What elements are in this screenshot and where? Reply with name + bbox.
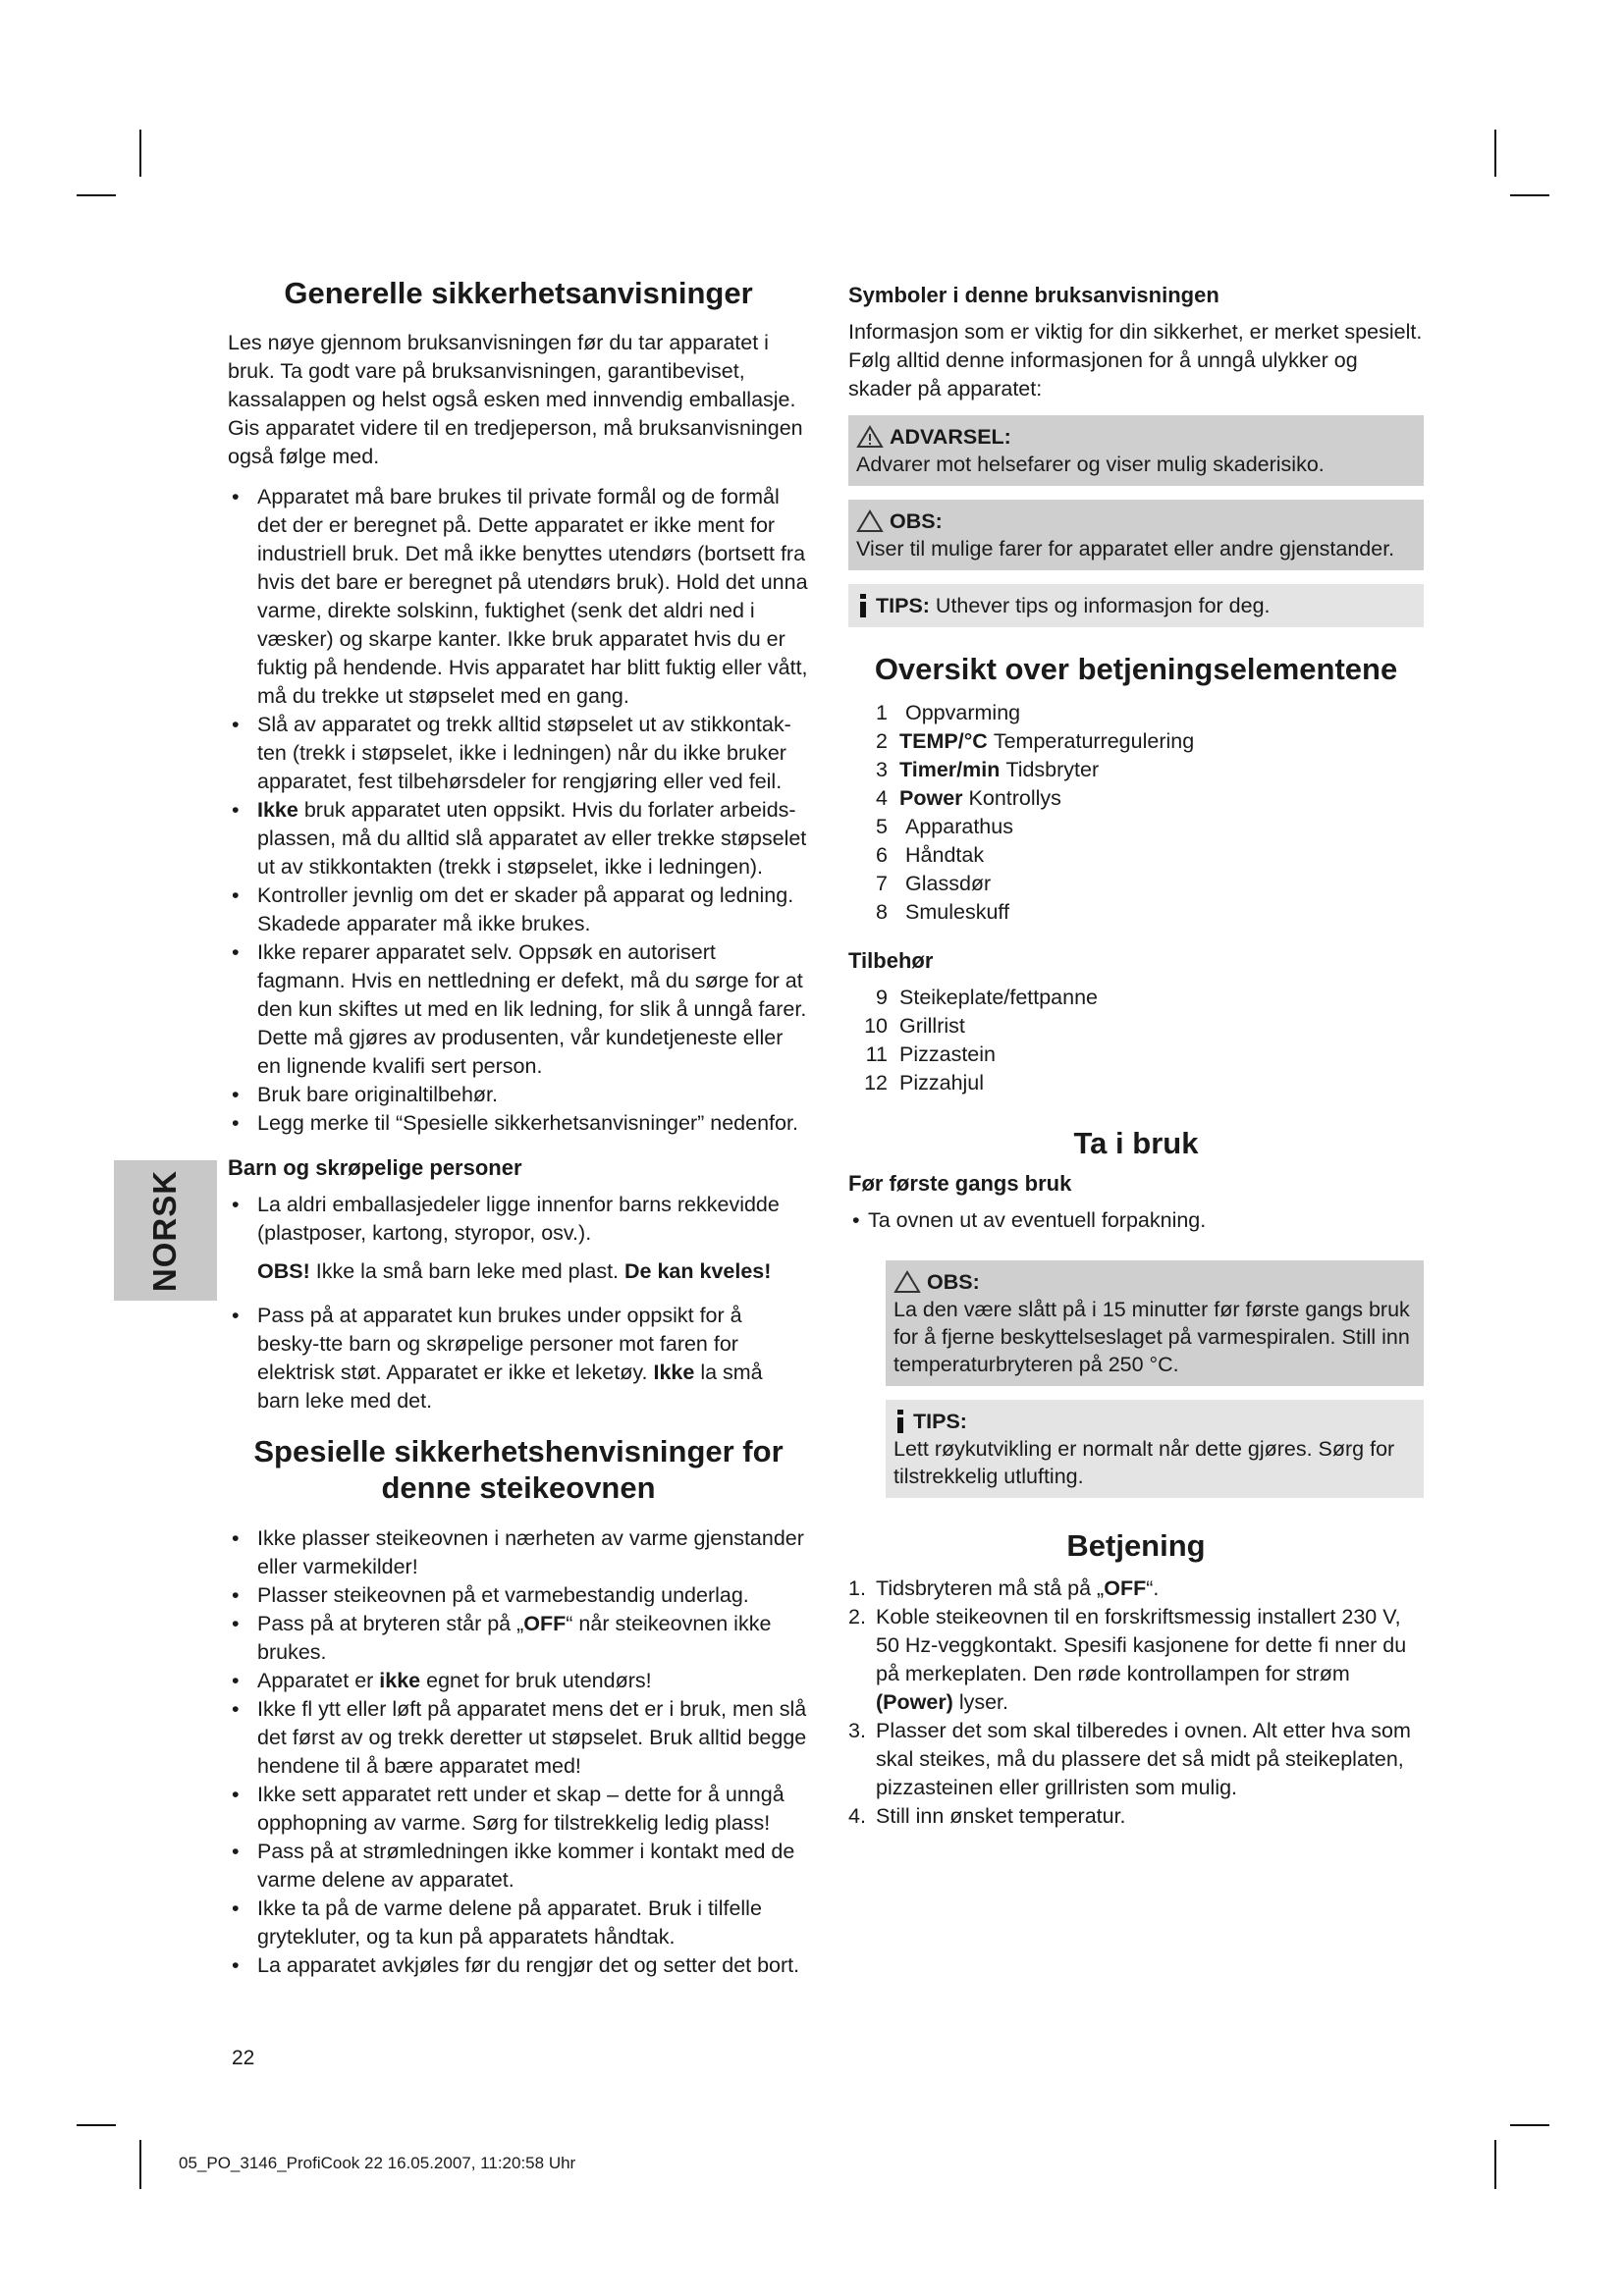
general-safety-intro: Les nøye gjennom bruksanvisningen før du tar apparatet i bruk. Ta godt vare på bruksanvisningen, garantibeviset, kassalappen og helst også esken med innvendig emballasje. Gis apparatet videre til en tredjeperson, må bruksanvisningen også følge med. bbox=[228, 331, 803, 469]
operation-steps bbox=[848, 1575, 1424, 1831]
list-item: • Ikke plasser steikeovnen i nærheten av varme gjenstander eller varmekilder! bbox=[228, 1524, 809, 1581]
first-tips-text: Lett røykutvikling er normalt når dette gjøres. Sørg for tilstrekkelig utlufting. bbox=[893, 1437, 1395, 1489]
obs-box bbox=[848, 500, 1424, 570]
caution-icon bbox=[856, 509, 884, 533]
special-safety-list bbox=[228, 1524, 809, 1980]
list-item: 7 Glassdør bbox=[876, 872, 992, 896]
warning-icon bbox=[856, 425, 884, 449]
info-icon bbox=[856, 593, 870, 618]
special-safety-title: Spesielle sikkerhetshenvisninger for denne steikeovnen bbox=[253, 1434, 784, 1506]
list-item: • Plasser steikeovnen på et varmebestandig underlag. bbox=[228, 1581, 809, 1610]
list-item: • Apparatet er ikke egnet for bruk utendørs! bbox=[228, 1667, 809, 1695]
list-item: • La aldri emballasjedeler ligge innenfor barns rekkevidde (plastposer, kartong, styropor, osv.). bbox=[228, 1191, 809, 1248]
crop-mark bbox=[77, 194, 116, 196]
crop-mark bbox=[139, 2140, 141, 2189]
general-safety-title: Generelle sikkerhetsanvisninger bbox=[284, 276, 753, 310]
list-item: • Slå av apparatet og trekk alltid støpselet ut av stikkontak-ten (trekk i støpselet, ikke i ledningen) når du ikke bruker apparatet, fest tilbehørsdeler for rengjøring eller ved feil. bbox=[228, 711, 809, 796]
list-item: 4 Power Kontrollys bbox=[876, 786, 1061, 811]
language-tab-label: NORSK bbox=[146, 1169, 184, 1292]
crop-mark bbox=[77, 2124, 116, 2126]
children-list bbox=[228, 1191, 809, 1248]
crop-mark bbox=[139, 130, 141, 177]
list-item: • Pass på at apparatet kun brukes under oppsikt for å besky-tte barn og skrøpelige personer mot faren for elektrisk støt. Apparatet er ikke et leketøy. Ikke la små barn leke med det. bbox=[228, 1302, 809, 1415]
crop-mark bbox=[1494, 130, 1496, 177]
page-number: 22 bbox=[232, 2047, 255, 2069]
symbols-intro: Informasjon som er viktig for din sikkerhet, er merket spesielt. Følg alltid denne informasjonen for å unngå ulykker og skader på apparatet: bbox=[848, 320, 1423, 400]
list-item: • Ikke ta på de varme delene på apparatet. Bruk i tilfelle grytekluter, og ta kun på apparatets håndtak. bbox=[228, 1895, 809, 1951]
first-tips-box bbox=[886, 1400, 1424, 1498]
list-item: • Ikke sett apparatet rett under et skap – dette for å unngå opphopning av varme. Sørg for tilstrekkelig ledig plass! bbox=[228, 1781, 809, 1838]
list-item: 3. Plasser det som skal tilberedes i ovnen. Alt etter hva som skal steikes, må du plassere det så midt på steikeplaten, pizzasteinen eller grillristen som mulig. bbox=[848, 1718, 1411, 1799]
first-obs-text: La den være slått på i 15 minutter før første gangs bruk for å fjerne beskyttelseslaget på varmespiralen. Still inn temperaturbryteren på 250 °C. bbox=[893, 1298, 1410, 1377]
crop-mark bbox=[1494, 2140, 1496, 2189]
list-item: • La apparatet avkjøles før du rengjør det og setter det bort. bbox=[228, 1951, 809, 1980]
list-item: 11 Pizzastein bbox=[865, 1042, 996, 1067]
start-title: Ta i bruk bbox=[1073, 1126, 1199, 1161]
caution-icon bbox=[893, 1270, 921, 1294]
list-item: 8 Smuleskuff bbox=[876, 900, 1009, 925]
warning-box bbox=[848, 415, 1424, 486]
print-footer: 05_PO_3146_ProfiCook 22 16.05.2007, 11:20:58 Uhr bbox=[179, 2154, 576, 2172]
obs-label: OBS: bbox=[890, 509, 943, 533]
list-item: 4. Still inn ønsket temperatur. bbox=[848, 1803, 1126, 1828]
info-icon bbox=[893, 1409, 907, 1434]
operation-title: Betjening bbox=[1066, 1528, 1206, 1564]
language-tab bbox=[114, 1160, 217, 1301]
list-item: 3 Timer/min Tidsbryter bbox=[876, 758, 1100, 782]
list-item: • Kontroller jevnlig om det er skader på apparat og ledning. Skadede apparater må ikke brukes. bbox=[228, 881, 809, 938]
first-use-title: Før første gangs bruk bbox=[848, 1171, 1072, 1197]
list-item: • Ikke bruk apparatet uten oppsikt. Hvis du forlater arbeids-plassen, må du alltid slå apparatet av eller trekke støpselet ut av stikkontakten (trekk i støpselet, ikke i ledningen). bbox=[228, 796, 809, 881]
left-column bbox=[228, 275, 809, 1998]
list-item: 2 TEMP/°C Temperaturregulering bbox=[876, 729, 1195, 754]
first-obs-label: OBS: bbox=[927, 1270, 980, 1295]
list-item: • Ta ovnen ut av eventuell forpakning. bbox=[848, 1206, 1424, 1235]
list-item: 12 Pizzahjul bbox=[864, 1071, 985, 1095]
tips-box bbox=[848, 584, 1424, 627]
list-item: 1 Oppvarming bbox=[876, 701, 1021, 725]
right-column bbox=[848, 275, 1424, 1848]
accessories-title: Tilbehør bbox=[848, 948, 934, 974]
list-item: • Bruk bare originaltilbehør. bbox=[228, 1081, 809, 1109]
crop-mark bbox=[1510, 194, 1549, 196]
obs-text: Viser til mulige farer for apparatet eller andre gjenstander. bbox=[856, 537, 1395, 561]
list-item: 5 Apparathus bbox=[876, 815, 1013, 839]
list-item: 6 Håndtak bbox=[876, 843, 985, 868]
accessories-list bbox=[848, 984, 1424, 1097]
overview-title: Oversikt over betjeningselementene bbox=[874, 652, 1398, 686]
warning-label: ADVARSEL: bbox=[890, 425, 1011, 449]
list-item: • Legg merke til “Spesielle sikkerhetsanvisninger” nedenfor. bbox=[228, 1109, 809, 1138]
list-item: • Pass på at strømledningen ikke kommer i kontakt med de varme delene av apparatet. bbox=[228, 1838, 809, 1895]
tips-label: TIPS: bbox=[876, 594, 930, 617]
first-use-list bbox=[848, 1206, 1424, 1235]
controls-list bbox=[848, 699, 1424, 927]
general-safety-list bbox=[228, 483, 809, 1138]
warning-text: Advarer mot helsefarer og viser mulig skaderisiko. bbox=[856, 453, 1325, 476]
tips-text: Uthever tips og informasjon for deg. bbox=[929, 594, 1271, 617]
list-item: 9 Steikeplate/fettpanne bbox=[876, 986, 1099, 1010]
list-item: 2. Koble steikeovnen til en forskriftsmessig installert 230 V, 50 Hz-veggkontakt. Spesifi kasjonene for dette fi nner du på merkeplaten. Den røde kontrollampen for strøm (Power) lyser. bbox=[848, 1604, 1407, 1714]
crop-mark bbox=[1510, 2124, 1549, 2126]
first-obs-box bbox=[886, 1260, 1424, 1386]
children-obs-note: OBS! Ikke la små barn leke med plast. De kan kveles! bbox=[257, 1259, 772, 1284]
children-section-title: Barn og skrøpelige personer bbox=[228, 1155, 522, 1181]
children-list-2 bbox=[228, 1302, 809, 1415]
list-item: • Ikke fl ytt eller løft på apparatet mens det er i bruk, men slå det først av og trekk deretter ut støpselet. Bruk alltid begge hendene til å bære apparatet med! bbox=[228, 1695, 809, 1781]
list-item: 10 Grillrist bbox=[864, 1014, 965, 1039]
list-item: 1. Tidsbryteren må stå på „OFF“. bbox=[848, 1575, 1160, 1600]
list-item: • Apparatet må bare brukes til private formål og de formål det der er beregnet på. Dette apparatet er ikke ment for industriell bruk. Det må ikke benyttes utendørs (bortsett fra hvis det bare er beregnet på utendørs bruk). Hold det unna varme, direkte solskinn, fuktighet (senk det aldri ned i væsker) og skarpe kanter. Ikke bruk apparatet hvis du er fuktig på hendende. Hvis apparatet har blitt fuktig eller vått, må du trekke ut støpselet med en gang. bbox=[228, 483, 809, 711]
first-tips-label: TIPS: bbox=[913, 1410, 967, 1434]
symbols-title: Symboler i denne bruksanvisningen bbox=[848, 283, 1219, 307]
list-item: • Ikke reparer apparatet selv. Oppsøk en autorisert fagmann. Hvis en nettledning er defekt, må du sørge for at den kun skiftes ut med en lik ledning, for slik å unngå farer. Dette må gjøres av produsenten, vår kundetjeneste eller en lignende kvalifi sert person. bbox=[228, 938, 809, 1081]
list-item: • Pass på at bryteren står på „OFF“ når steikeovnen ikke brukes. bbox=[228, 1610, 809, 1667]
